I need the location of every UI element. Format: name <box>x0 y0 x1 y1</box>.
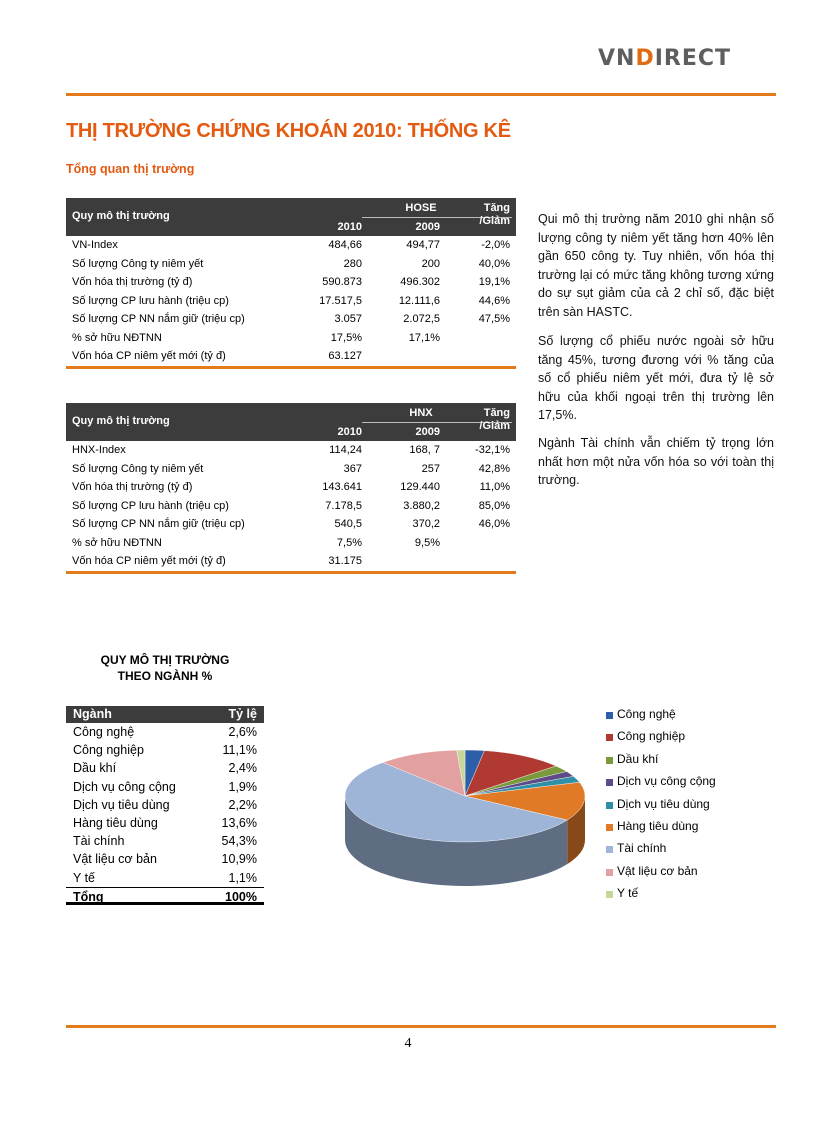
table-row <box>66 273 516 292</box>
sector-name: Công nghệ <box>73 725 135 739</box>
table-row <box>66 292 516 311</box>
table-cell-chg: -32,1% <box>475 444 510 456</box>
legend-swatch <box>606 846 613 853</box>
sector-value: 2,2% <box>228 797 257 812</box>
table-row <box>66 329 516 348</box>
table-cell-v2010: 143.641 <box>322 481 362 493</box>
table-cell-chg: 46,0% <box>478 518 510 530</box>
sector-value: 10,9% <box>221 852 257 867</box>
table-cell-v2009: 17,1% <box>408 331 440 344</box>
table-cell-v2010: 540,5 <box>334 518 362 530</box>
legend-label: Công nghệ <box>617 707 676 721</box>
table-cell-chg: 11,0% <box>479 481 510 493</box>
legend-swatch <box>606 869 613 876</box>
table-cell-v2010: 484,66 <box>328 239 362 251</box>
hnx-year-2009: 2009 <box>415 426 440 438</box>
hose-change-header: Tăng /Giảm <box>479 202 510 227</box>
hnx-table-header <box>66 403 516 441</box>
sector-total-value: 100% <box>225 889 257 904</box>
table-cell-name: % sở hữu NĐTNN <box>72 331 162 344</box>
table-cell-v2009: 2.072,5 <box>403 313 440 325</box>
sector-total-label: Tổng <box>73 889 104 904</box>
table-cell-name: Số lượng Công ty niêm yết <box>72 257 204 270</box>
table-row <box>66 534 516 553</box>
paragraph-2: Số lượng cổ phiếu nước ngoài sở hữu tăng 45%, tương đương với % tăng của số cổ phiếu niêm yết mới, đưa tỷ lệ sở hữu của khối ngoại trên thị trường lên 17,5%. <box>538 334 774 422</box>
legend-swatch <box>606 779 613 786</box>
legend-label: Dầu khí <box>617 751 659 766</box>
legend-label: Tài chính <box>617 841 667 856</box>
sector-name: Công nghiệp <box>73 743 144 758</box>
table-cell-chg: 44,6% <box>478 294 510 307</box>
table-row <box>66 515 516 534</box>
table-row <box>66 347 516 366</box>
footer-rule <box>66 1025 776 1028</box>
sector-name: Y tế <box>73 870 96 885</box>
table-cell-name: Vốn hóa thị trường (tỷ đ) <box>72 481 193 493</box>
hose-table-body <box>66 236 516 366</box>
hnx-change-header: Tăng /Giảm <box>479 407 510 432</box>
sector-row <box>66 796 264 814</box>
table-cell-v2010: 367 <box>343 462 362 475</box>
hose-table-header <box>66 198 516 236</box>
table-row <box>66 478 516 497</box>
table-cell-name: VN-Index <box>72 239 118 251</box>
sector-col-value: Tỷ lệ <box>228 707 257 721</box>
table-cell-name: HNX-Index <box>72 444 126 456</box>
hose-col-label: Quy mô thị trường <box>72 210 170 222</box>
sector-table-header <box>66 706 264 723</box>
legend-label: Dịch vụ tiêu dùng <box>617 796 710 811</box>
table-cell-v2009: 129.440 <box>400 481 440 493</box>
table-cell-v2009: 496.302 <box>400 276 440 288</box>
table-cell-v2010: 114,24 <box>329 444 362 456</box>
legend-swatch <box>606 734 613 741</box>
sector-value: 1,9% <box>228 779 257 794</box>
table-cell-v2009: 494,77 <box>406 239 440 251</box>
sector-row <box>66 778 264 796</box>
sector-name: Tài chính <box>73 834 125 849</box>
table-cell-name: Số lượng CP lưu hành (triệu cp) <box>72 499 229 512</box>
table-cell-v2010: 17.517,5 <box>319 294 362 307</box>
legend-label: Y tế <box>617 886 639 901</box>
sector-total-row <box>66 887 264 905</box>
legend-swatch <box>606 824 613 831</box>
legend-label: Vật liệu cơ bản <box>617 863 698 878</box>
section-subtitle: Tổng quan thị trường <box>66 162 195 176</box>
sector-row <box>66 832 264 850</box>
table-cell-chg: 42,8% <box>478 462 510 475</box>
sector-table-body <box>66 723 264 887</box>
sector-value: 11,1% <box>222 743 257 758</box>
sector-value: 2,6% <box>228 725 257 739</box>
sector-row <box>66 723 264 741</box>
table-cell-v2010: 7,5% <box>336 536 362 549</box>
table-cell-v2010: 3.057 <box>334 313 362 325</box>
table-cell-v2009: 257 <box>421 462 440 475</box>
table-cell-v2009: 9,5% <box>414 536 440 549</box>
hnx-col-label: Quy mô thị trường <box>72 415 170 427</box>
sector-value: 13,6% <box>221 815 257 830</box>
sector-table <box>66 706 264 905</box>
table-cell-v2009: 200 <box>421 257 440 270</box>
table-cell-chg: 85,0% <box>478 499 510 512</box>
sector-row <box>66 741 264 759</box>
table-cell-chg: -2,0% <box>481 239 510 251</box>
sector-title-line-2: THEO NGÀNH % <box>117 669 213 683</box>
sector-value: 1,1% <box>228 870 257 885</box>
hnx-table-body <box>66 441 516 571</box>
hose-group-label: HOSE <box>405 202 437 214</box>
table-cell-chg: 47,5% <box>478 313 510 325</box>
paragraph-3: Ngành Tài chính vẫn chiếm tỷ trọng lớn nhất hơn một nửa vốn hóa so với toàn thị trường. <box>538 436 774 487</box>
table-cell-v2010: 17,5% <box>330 331 362 344</box>
legend-label: Hàng tiêu dùng <box>617 818 699 833</box>
legend-label: Dịch vụ công cộng <box>617 774 716 789</box>
table-cell-name: Số lượng CP lưu hành (triệu cp) <box>72 294 229 307</box>
legend-swatch <box>606 757 613 764</box>
hose-year-2010: 2010 <box>337 221 362 233</box>
table-row <box>66 441 516 460</box>
hnx-group-label: HNX <box>409 407 433 419</box>
table-row <box>66 236 516 255</box>
sector-row <box>66 869 264 887</box>
header-rule <box>66 93 776 96</box>
page-title: THỊ TRƯỜNG CHỨNG KHOÁN 2010: THỐNG KÊ <box>66 120 511 142</box>
legend-swatch <box>606 802 613 809</box>
sector-name: Vật liệu cơ bản <box>73 852 157 867</box>
sector-title-line-1: QUY MÔ THỊ TRƯỜNG <box>100 653 230 667</box>
table-cell-v2010: 63.127 <box>328 350 362 362</box>
legend-swatch <box>606 891 613 898</box>
sector-value: 54,3% <box>221 834 257 849</box>
hnx-year-2010: 2010 <box>337 426 362 438</box>
hose-table <box>66 198 516 369</box>
sector-name: Hàng tiêu dùng <box>73 815 158 830</box>
table-row <box>66 310 516 329</box>
sector-col-name: Ngành <box>73 707 112 721</box>
table-row <box>66 497 516 516</box>
table-cell-name: Vốn hóa thị trường (tỷ đ) <box>72 276 193 288</box>
table-row <box>66 255 516 274</box>
sector-pie-chart <box>340 744 590 914</box>
sector-value: 2,4% <box>228 761 257 776</box>
sector-row <box>66 759 264 777</box>
table-cell-v2009: 370,2 <box>412 518 440 530</box>
table-cell-v2010: 7.178,5 <box>325 499 362 512</box>
legend-swatch <box>606 712 613 719</box>
paragraph-1: Qui mô thị trường năm 2010 ghi nhận số lượng công ty niêm yết tăng hơn 40% lên gần 650 công ty. Tuy nhiên, vốn hóa thị trường lại có mức tăng không tương xứng do sự sụt giảm của cả 2 chỉ số, đặc biệt trên sàn HASTC. <box>538 212 774 319</box>
sector-row <box>66 814 264 832</box>
table-cell-name: Vốn hóa CP niêm yết mới (tỷ đ) <box>72 350 226 362</box>
table-cell-v2010: 31.175 <box>328 555 362 567</box>
table-cell-v2010: 280 <box>343 257 362 270</box>
sector-name: Dịch vụ tiêu dùng <box>73 797 170 812</box>
table-cell-chg: 19,1% <box>478 276 510 288</box>
table-cell-v2009: 168, 7 <box>409 444 440 456</box>
sector-title <box>66 652 264 684</box>
table-cell-v2009: 12.111,6 <box>398 294 440 307</box>
table-cell-name: % sở hữu NĐTNN <box>72 536 162 549</box>
table-cell-v2009: 3.880,2 <box>403 499 440 512</box>
sector-name: Dầu khí <box>73 761 117 776</box>
table-cell-name: Vốn hóa CP niêm yết mới (tỷ đ) <box>72 555 226 567</box>
page-number: 4 <box>404 1036 412 1051</box>
legend-label: Công nghiệp <box>617 729 686 744</box>
table-cell-chg: 40,0% <box>478 257 510 270</box>
table-cell-v2010: 590.873 <box>322 276 362 288</box>
hnx-table <box>66 403 516 574</box>
table-row <box>66 552 516 571</box>
table-row <box>66 460 516 479</box>
hose-year-2009: 2009 <box>415 221 440 233</box>
table-cell-name: Số lượng CP NN nắm giữ (triệu cp) <box>72 313 245 325</box>
sector-row <box>66 850 264 868</box>
table-cell-name: Số lượng Công ty niêm yết <box>72 462 204 475</box>
sector-name: Dịch vụ công cộng <box>73 779 176 794</box>
vndirect-logo: VNDIRECT <box>598 46 732 71</box>
table-cell-name: Số lượng CP NN nắm giữ (triệu cp) <box>72 518 245 530</box>
